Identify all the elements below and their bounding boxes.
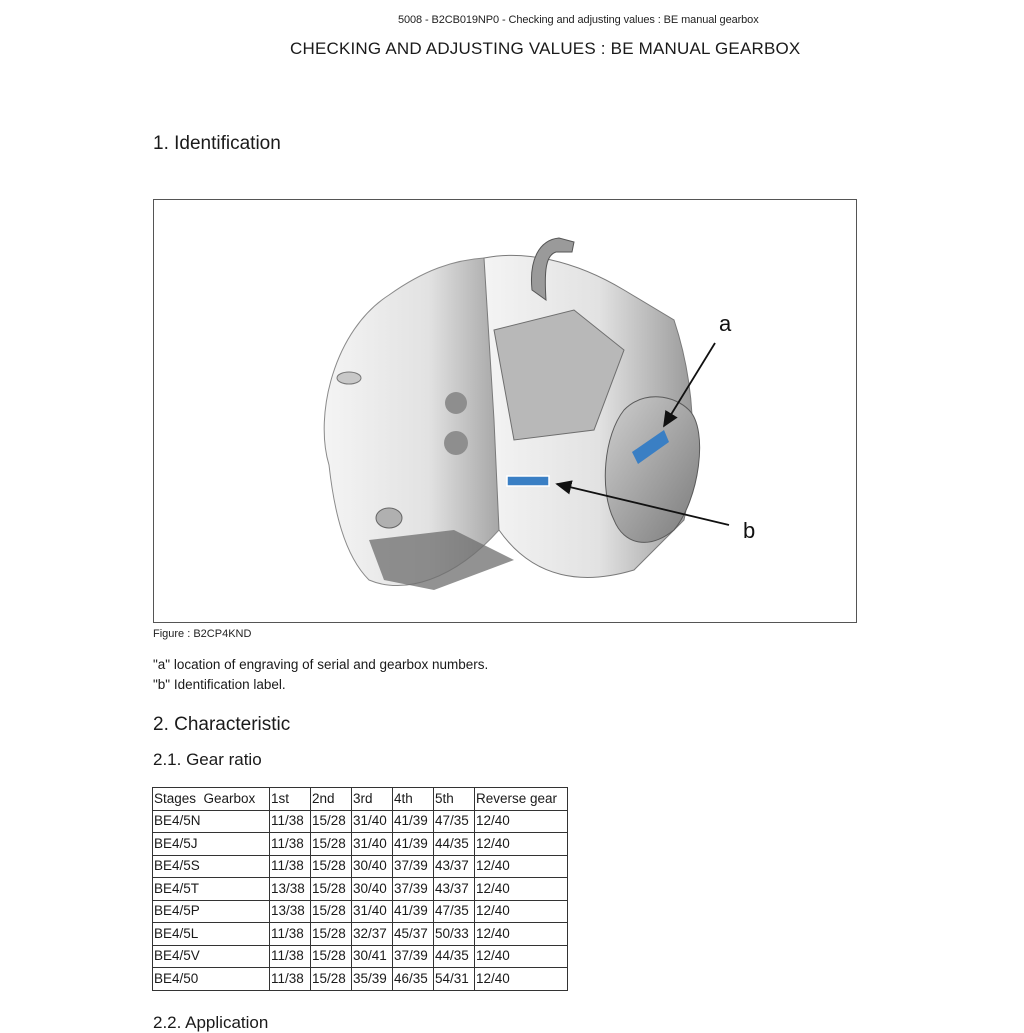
header-3rd: 3rd (352, 788, 393, 811)
cell-reverse: 12/40 (475, 878, 568, 901)
table-row (153, 923, 568, 946)
cell-4th: 37/39 (393, 878, 434, 901)
cell-gearbox: BE4/5V (153, 945, 270, 968)
cell-4th: 41/39 (393, 833, 434, 856)
header-2nd: 2nd (311, 788, 352, 811)
cell-4th: 46/35 (393, 968, 434, 991)
cell-3rd: 35/39 (352, 968, 393, 991)
stud (337, 372, 361, 384)
gearbox-figure (153, 199, 857, 623)
cell-5th: 44/35 (434, 945, 475, 968)
cell-3rd: 32/37 (352, 923, 393, 946)
cell-4th: 45/37 (393, 923, 434, 946)
table-header-row (153, 788, 568, 811)
section-characteristic-heading: 2. Characteristic (153, 714, 291, 735)
note-a: "a" location of engraving of serial and gearbox numbers. (153, 657, 489, 672)
cell-1st: 11/38 (270, 945, 311, 968)
cell-1st: 13/38 (270, 878, 311, 901)
note-b: "b" Identification label. (153, 677, 286, 692)
cell-1st: 11/38 (270, 810, 311, 833)
section-identification-heading: 1. Identification (153, 133, 281, 154)
header-4th: 4th (393, 788, 434, 811)
cell-2nd: 15/28 (311, 923, 352, 946)
cell-4th: 37/39 (393, 945, 434, 968)
header-reverse-gear: Reverse gear (475, 788, 568, 811)
table-row (153, 833, 568, 856)
cell-gearbox: BE4/5P (153, 900, 270, 923)
cell-5th: 47/35 (434, 900, 475, 923)
table-row (153, 878, 568, 901)
cell-3rd: 31/40 (352, 810, 393, 833)
cell-4th: 37/39 (393, 855, 434, 878)
gear-ratio-table (152, 787, 568, 991)
table-row (153, 900, 568, 923)
cell-gearbox: BE4/50 (153, 968, 270, 991)
cell-gearbox: BE4/5T (153, 878, 270, 901)
identification-label-mark (507, 476, 549, 486)
cell-5th: 54/31 (434, 968, 475, 991)
callout-a-label: a (719, 311, 732, 336)
figure-caption: Figure : B2CP4KND (153, 628, 252, 640)
subsection-gear-ratio-heading: 2.1. Gear ratio (153, 750, 262, 769)
cell-5th: 50/33 (434, 923, 475, 946)
cell-4th: 41/39 (393, 900, 434, 923)
cell-2nd: 15/28 (311, 855, 352, 878)
cell-2nd: 15/28 (311, 810, 352, 833)
cell-5th: 43/37 (434, 878, 475, 901)
cell-reverse: 12/40 (475, 923, 568, 946)
document-title: CHECKING AND ADJUSTING VALUES : BE MANUAL GEARBOX (290, 39, 801, 58)
cell-gearbox: BE4/5N (153, 810, 270, 833)
callout-b-label: b (743, 518, 756, 543)
cell-1st: 11/38 (270, 968, 311, 991)
cell-gearbox: BE4/5J (153, 833, 270, 856)
cell-2nd: 15/28 (311, 833, 352, 856)
underside (369, 530, 514, 590)
cell-1st: 11/38 (270, 923, 311, 946)
document-reference: 5008 - B2CB019NP0 - Checking and adjusting values : BE manual gearbox (398, 14, 759, 26)
gearbox-illustration (154, 200, 857, 623)
cell-reverse: 12/40 (475, 810, 568, 833)
cell-reverse: 12/40 (475, 968, 568, 991)
table-row (153, 810, 568, 833)
case-hole (444, 431, 468, 455)
header-stages-gearbox: Stages Gearbox (153, 788, 270, 811)
cell-1st: 13/38 (270, 900, 311, 923)
cell-3rd: 31/40 (352, 833, 393, 856)
cell-1st: 11/38 (270, 855, 311, 878)
cell-3rd: 30/40 (352, 878, 393, 901)
case-hole (445, 392, 467, 414)
header-1st: 1st (270, 788, 311, 811)
cell-reverse: 12/40 (475, 833, 568, 856)
cell-reverse: 12/40 (475, 855, 568, 878)
cell-5th: 44/35 (434, 833, 475, 856)
header-5th: 5th (434, 788, 475, 811)
subsection-application-heading: 2.2. Application (153, 1013, 269, 1032)
cell-3rd: 30/41 (352, 945, 393, 968)
rear-cover (605, 397, 699, 543)
cell-2nd: 15/28 (311, 945, 352, 968)
cell-3rd: 30/40 (352, 855, 393, 878)
stud (376, 508, 402, 528)
cell-5th: 43/37 (434, 855, 475, 878)
table-row (153, 968, 568, 991)
cell-gearbox: BE4/5L (153, 923, 270, 946)
cell-2nd: 15/28 (311, 900, 352, 923)
table-row (153, 945, 568, 968)
cell-reverse: 12/40 (475, 945, 568, 968)
cell-4th: 41/39 (393, 810, 434, 833)
table-row (153, 855, 568, 878)
cell-reverse: 12/40 (475, 900, 568, 923)
cell-3rd: 31/40 (352, 900, 393, 923)
cell-5th: 47/35 (434, 810, 475, 833)
cell-1st: 11/38 (270, 833, 311, 856)
cell-2nd: 15/28 (311, 878, 352, 901)
cell-gearbox: BE4/5S (153, 855, 270, 878)
cell-2nd: 15/28 (311, 968, 352, 991)
